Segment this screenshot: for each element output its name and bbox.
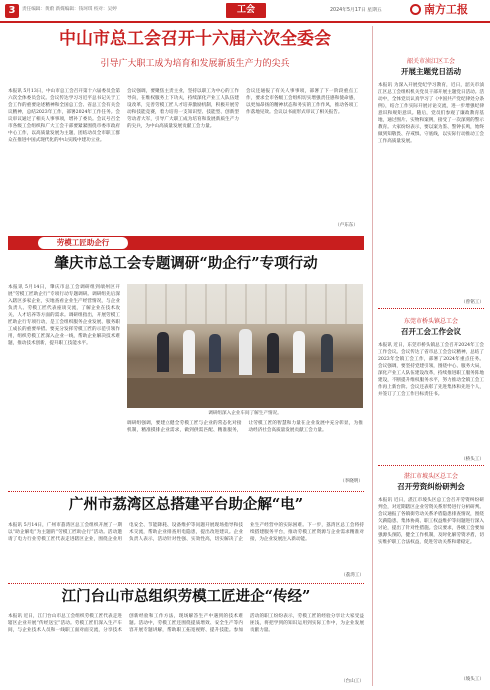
right-a3-title: 召开劳资纠纷研判会 [397, 482, 465, 491]
right-rule-1 [378, 308, 484, 310]
guangzhou-title: 广州市荔湾区总搭建平台助企解“电” [68, 496, 304, 513]
zhaoqing-guangzhou-rule [8, 491, 364, 493]
jiangmen-author: （台山工） [341, 679, 364, 684]
header-rule [0, 21, 490, 23]
right-divider [372, 26, 373, 686]
date-line: 2024年5月17日 星期五 [330, 8, 382, 13]
zhaoqing-title: 肇庆市总工会专题调研“助企行”专项行动 [54, 255, 318, 272]
banner-label: 劳模工匠助企行 [38, 237, 128, 249]
jiangmen-text: 本报讯 近日，江门台山市总工会组织劳模工匠代表走进辖区企业开展“传经送宝”活动。劳模工匠们深入生产车间，与企业技术人员和一线职工面对面交流，分享技术创新经验和工作方法，现场解答生产中遇到的技术难题。活动中，劳模工匠还围绕提质增效、安全生产等内容开展专题讲解，帮助职工拓宽视野、提升技能。参加活动的职工纷纷表示，劳模工匠的经验分享让大家受益匪浅，将把学到的知识运用到实际工作中，为企业发展贡献力量。 [8, 614, 364, 633]
right-rule-2 [378, 465, 484, 467]
lead-column-1: 本报讯 5月13日，中山市总工会召开第十六届委员会第六次全体委员会议。会议传达学习习近平总书记关于工会工作的重要论述精神和全国总工会、省总工会有关会议精神，总结2023年工作，部署2024年工作任务。会议审议通过了相关人事事项，增补了委员。会议号召全市各级工会组织和广大工会干部要紧紧围绕市委市政府中心工作，以高质量发展为主题，团结动员全市职工群众在推进中国式现代化的中山实践中建功立业。 [8, 89, 120, 143]
right-a2-author: （桥头工） [461, 457, 484, 462]
zhaoqing-photo-caption: 调研组深入企业车间了解生产情况。 [208, 411, 282, 416]
lead-subtitle: 引导广大职工成为培育和发展新质生产力的尖兵 [100, 59, 290, 69]
right-a1-label: 韶关市浈江区工会 [406, 58, 455, 65]
lead-column-2: 会议强调，要聚焦主责主业，坚持以职工为中心的工作导向，在维权服务上下功夫，持续深化产业工人队伍建设改革，完善劳模工匠人才培养激励机制，积极开展劳动和技能竞赛，着力培育一支知识型、技能型、创新型劳动者大军，引导广大职工成为培育和发展新质生产力的尖兵，为中山高质量发展贡献工会力量。 [127, 89, 239, 129]
right-a2-label: 东莞市桥头镇总工会 [403, 318, 458, 325]
jiangmen-title: 江门台山市总组织劳模工匠进企“传经” [61, 588, 311, 605]
page-number-badge: 3 [5, 4, 19, 18]
brand-wheel-icon [410, 4, 421, 15]
brand-logo [410, 2, 488, 18]
right-a2-text: 本报讯 近日，东莞市桥头镇总工会召开2024年工会工作会议。会议传达了省市总工会会议精神，总结了2023年全镇工会工作，部署了2024年重点任务。会议强调，要坚持党建引领，围绕中心、服务大局，深化产业工人队伍建设改革，持续推进职工服务阵地建设，不断提升维权服务水平，努力推动全镇工会工作再上新台阶。会议还表彰了先进集体和先进个人，并签订了工会工作目标责任书。 [378, 343, 484, 397]
right-a3-text: 本报讯 近日，湛江市坡头区总工会召开劳资纠纷研判会，对近期辖区企业劳资关系形势进行分析研判。会议通报了各镇街劳动关系矛盾隐患排查情况，围绕欠薪隐患、集体协商、职工权益维护等问题进行深入讨论，提出了针对性措施。会议要求，各级工会要加强源头预防，健全工作机制，及时化解劳资矛盾，切实维护职工合法权益，促进劳动关系和谐稳定。 [378, 498, 484, 545]
lead-byline: （卢东东） [335, 223, 358, 228]
right-a2-title: 召开工会工作会议 [401, 327, 461, 336]
zhaoqing-text-right: 调研组强调，要建立健全劳模工匠与企业的常态化对接机制，精准摸排企业需求，做到供需匹配、精准服务，让劳模工匠的智慧和力量在企业发展中充分彰显，为推动经济社会高质量发展贡献工会力量。 [127, 421, 363, 433]
guangzhou-jiangmen-rule [8, 583, 364, 585]
right-a1-author: （曾铭工） [461, 300, 484, 305]
right-a3-label: 湛江市坡头区总工会 [403, 473, 458, 480]
right-a1-title: 开展主题党日活动 [401, 67, 461, 76]
lead-title: 中山市总工会召开十六届六次全委会 [59, 29, 331, 49]
zhaoqing-photo [127, 284, 363, 408]
zhaoqing-author: （李晓明） [340, 479, 363, 484]
zhaoqing-text-left: 本报讯 5月14日，肇庆市总工会调研组到端州区开展“劳模工匠助企行”专项行动专题调研。调研组先后深入辖区多家企业，实地查看企业生产经营情况，与企业负责人、劳模工匠代表座谈交流，了解企业在技术攻关、人才培养等方面的需求。调研组指出，开展劳模工匠助企行专项行动，是工会组织服务企业发展、服务职工成长的重要举措。要充分发挥劳模工匠的示范引领作用，组织劳模工匠深入企业一线，帮助企业解决技术难题，推动技术创新，提升职工技能水平。 [8, 285, 120, 346]
guangzhou-author: （荔湾工） [341, 573, 364, 578]
right-a1-text: 本报讯 为深入开展党纪学习教育，近日，韶关市浈江区总工会组织机关党员干部开展主题党日活动。活动中，全体党员认真学习了《中国共产党纪律处分条例》，结合工作实际开展讨论交流，进一步增强纪律意识和规矩意识。随后，党员们参观了廉政教育基地，通过图片、实物和案例，接受了一次深刻的警示教育。大家纷纷表示，要以案为鉴、警钟长鸣，始终做到知敬畏、存戒惧、守底线，以实际行动推动工会工作高质量发展。 [378, 83, 484, 144]
guangzhou-text: 本报讯 5月14日，广州市荔湾区总工会组织开展了一期以“助企解电”为主题的“劳模工匠助企行”活动。活动邀请了电力行业劳模工匠代表走进辖区企业，围绕企业用电安全、节能降耗、设备维护等问题开展现场指导和技术交流，帮助企业排查用电隐患，提出改进建议。企业负责人表示，活动针对性强、实效性高，切实解决了企业生产经营中的实际困难。下一步，荔湾区总工会将持续搭建服务平台，推动劳模工匠资源与企业需求精准对接，为企业发展注入新动能。 [8, 523, 364, 542]
brand-name: 南方工报 [424, 3, 468, 16]
section-tag: 工会 [226, 3, 266, 18]
right-a3-author: （坡头工） [461, 677, 484, 682]
lead-column-3: 会议还通报了有关人事事项，部署了下一阶段重点工作，要求全市各级工会组织切实增强责任感和使命感，以更加昂扬的精神状态和务实的工作作风，推动各项工作落地见效。会议以书面形式审议了相关报告。 [246, 89, 358, 115]
editors-line: 责任编辑：黄蔚 新媒编辑：钱珂琪 校对：吴婷 [22, 7, 117, 12]
